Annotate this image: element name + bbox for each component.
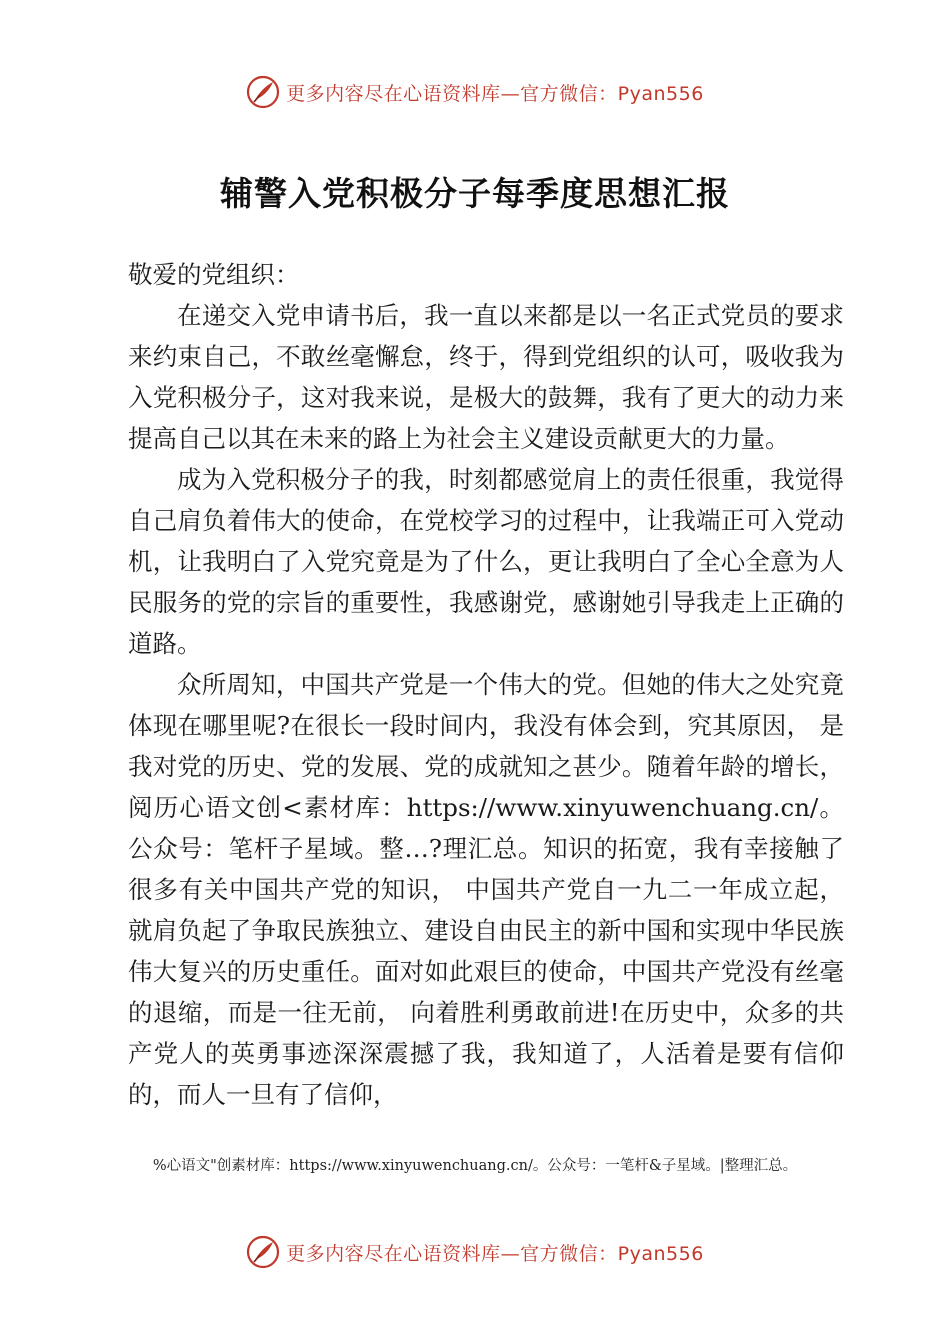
paragraph: 众所周知，中国共产党是一个伟大的党。但她的伟大之处究竟体现在哪里呢?在很长一段时间内，我没有体会到，究其原因， 是我对党的历史、党的发展、党的成就知之甚少。随着年龄的增长，阅历心语文创<素材库：https://www.xinyuwenchuang.cn/。公众号：笔杆子星域。整…?理汇总。知识的拓宽，我有幸接触了很多有关中国共产党的知识， 中国共产党自一九二一年成立起，就肩负起了争取民族独立、建设自由民主的新中国和实现中华民族伟大复兴的历史重任。面对如此艰巨的使命，中国共产党没有丝毫的退缩，而是一往无前， 向着胜利勇敢前进!在历史中，众多的共产党人的英勇事迹深深震撼了我，我知道了，人活着是要有信仰的，而人一旦有了信仰， bbox=[128, 670, 844, 1109]
header-banner bbox=[0, 72, 950, 112]
salutation: 敬爱的党组织： bbox=[128, 260, 300, 289]
feather-pen-logo-icon bbox=[246, 75, 280, 109]
paragraph: 在递交入党申请书后，我一直以来都是以一名正式党员的要求来约束自己，不敢丝毫懈怠，终于，得到党组织的认可，吸收我为入党积极分子，这对我来说，是极大的鼓舞，我有了更大的动力来提高自己以其在未来的路上为社会主义建设贡献更大的力量。 bbox=[128, 301, 844, 453]
page-title: 辅警入党积极分子每季度思想汇报 bbox=[220, 174, 730, 213]
header-banner-label: 更多内容尽在心语资料库—官方微信： bbox=[286, 82, 618, 105]
header-wechat-id: Pyan556 bbox=[617, 82, 704, 105]
footer-wechat-id: Pyan556 bbox=[617, 1242, 704, 1265]
footer-banner-label: 更多内容尽在心语资料库—官方微信： bbox=[286, 1242, 618, 1265]
footer-banner bbox=[0, 1232, 950, 1272]
footer-note: %心语文"创素材库：https://www.xinyuwenchuang.cn/。公众号：一笔杆&子星域。|整理汇总。 bbox=[152, 1158, 798, 1174]
header-banner-text bbox=[286, 79, 704, 106]
paragraph: 成为入党积极分子的我，时刻都感觉肩上的责任很重，我觉得自己肩负着伟大的使命，在党校学习的过程中，让我端正可入党动机，让我明白了入党究竟是为了什么，更让我明白了全心全意为人民服务的党的宗旨的重要性，我感谢党，感谢她引导我走上正确的道路。 bbox=[128, 465, 844, 658]
document-body bbox=[128, 254, 844, 1115]
footer-banner-text bbox=[286, 1239, 704, 1266]
feather-pen-logo-icon bbox=[246, 1235, 280, 1269]
